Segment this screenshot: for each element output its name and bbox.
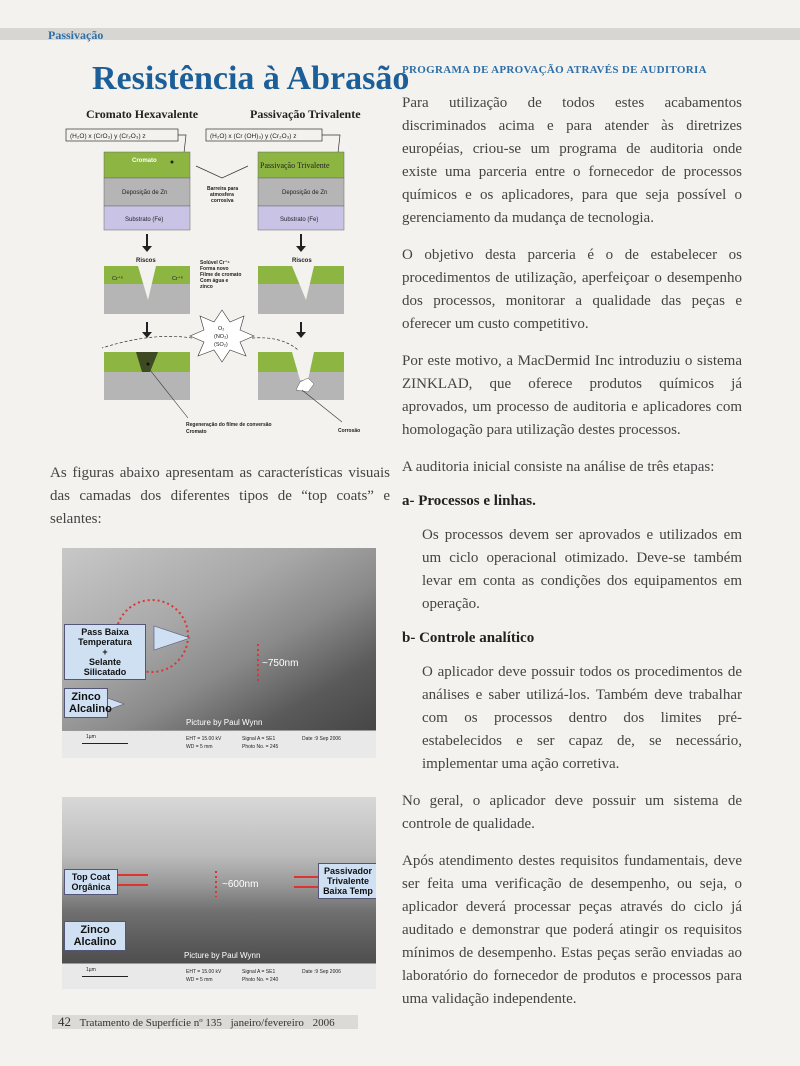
publication-month: janeiro/fevereiro xyxy=(230,1017,304,1029)
photo-no-label: Photo No. = 245 xyxy=(242,744,279,750)
right-formula: (H₂O) x (Cr (OH)₃) y (Cr₂O₃) z xyxy=(210,133,297,140)
callout-line: Temperatura xyxy=(78,637,132,647)
photo1-caption-bar xyxy=(62,730,376,758)
intro-paragraph: As figuras abaixo apresentam as características visuais das camadas dos diferentes tipos de “top coats” e selantes: xyxy=(50,465,390,527)
callout-line: Selante Silicatado xyxy=(83,657,127,677)
arrow-down-icon xyxy=(142,322,152,338)
callout-line: Orgânica xyxy=(71,882,111,892)
paragraph-2: O objetivo desta parceria é o de estabelecer os procedimentos de utilização, aperfeiçoar o desempenho dos processos, monitorar a qualidade das peças e oferecer um custo competitivo. xyxy=(402,247,742,332)
header-bar xyxy=(0,28,800,40)
substrato-left: Substrato (Fe) xyxy=(125,217,164,223)
soluvel-line-5: zinco xyxy=(200,284,213,290)
subheading-b: b- Controle analítico xyxy=(402,630,535,646)
arrow-down-icon xyxy=(296,234,306,252)
barreira-line-1: Barreira para xyxy=(207,186,239,192)
callout-line: Zinco xyxy=(80,924,110,936)
barreira-line-3: corrosiva xyxy=(211,198,234,204)
paragraph-6: Após atendimento destes requisitos fundamentais, deve ser feita uma verificação de desempenho, ou seja, o aplicador deverá processar peças através do ciclo já auditado e demonstrar que poderá atingir os requisitos mínimos de desempenho. Estas peças serão enviadas ao laboratório do fornecedor de produtos e processos para uma validação independente. xyxy=(402,853,742,1007)
paragraph-4: A auditoria inicial consiste na análise de três etapas: xyxy=(402,459,715,475)
photo1-measure: ~750nm xyxy=(262,658,299,669)
photo1-picture-by: Picture by Paul Wynn xyxy=(186,718,263,727)
soluvel-line-2: Forma novo xyxy=(200,266,229,272)
right-column-title: Passivação Trivalente xyxy=(250,107,361,121)
section-label: Passivação xyxy=(48,28,104,42)
soluvel-line-3: Filme de cromato xyxy=(200,272,242,278)
photo2-caption-bar xyxy=(62,963,376,989)
right-column xyxy=(402,64,742,1025)
barreira-line-2: atmosfera xyxy=(210,192,234,198)
photo1-callout-bottom xyxy=(64,688,112,718)
cromato-label: Cromato xyxy=(132,158,157,164)
footer xyxy=(52,1015,358,1029)
publication-year: 2006 xyxy=(312,1017,335,1029)
callout-line: Top Coat xyxy=(71,872,111,882)
signal-label: Signal A = SE1 xyxy=(242,969,276,975)
deposicao-right: Deposição de Zn xyxy=(282,190,328,196)
page-number: 42 xyxy=(58,1014,71,1029)
callout-line: Baixa Temp xyxy=(323,886,373,896)
soluvel-line-4: Com água e xyxy=(200,278,229,284)
photo2-callout-bottom xyxy=(64,921,126,951)
deposicao-left: Deposição de Zn xyxy=(122,190,168,196)
cr-ion-right: Cr⁺⁶ xyxy=(172,276,183,282)
wd-label: WD = 5 mm xyxy=(186,744,213,750)
sem-photo-2 xyxy=(62,797,376,989)
subheading-a: a- Processos e linhas. xyxy=(402,493,536,509)
scale-bar xyxy=(82,976,128,977)
page-title: Resistência à Abrasão xyxy=(92,60,410,97)
atmos-o2: O₂ xyxy=(218,326,225,332)
date-label: Date :9 Sep 2006 xyxy=(302,969,341,975)
callout-line: Pass Baixa xyxy=(81,627,129,637)
chromate-comparison-diagram xyxy=(62,100,380,450)
paragraph-3: Por este motivo, a MacDermid Inc introduziu o sistema ZINKLAD, que oferece produtos químicos já aprovados, um processo de auditoria e aplicadores com homologação para utilização destes processos. xyxy=(402,353,742,438)
right-heading: PROGRAMA DE APROVAÇÃO ATRAVÉS DE AUDITORIA xyxy=(402,64,707,76)
callout-line: Zinco xyxy=(71,691,101,703)
photo2-measure: ~600nm xyxy=(222,879,259,890)
sem-photo-1 xyxy=(62,548,376,758)
scale-bar xyxy=(82,743,128,744)
publication-name: Tratamento de Superfície nº 135 xyxy=(79,1017,222,1029)
eht-label: EHT = 15.00 kV xyxy=(186,969,222,975)
eht-label: EHT = 15.00 kV xyxy=(186,736,222,742)
substrato-right: Substrato (Fe) xyxy=(280,217,319,223)
photo1-callout-top xyxy=(64,624,146,680)
riscos-left: Riscos xyxy=(136,258,156,264)
photo2-callout-left xyxy=(64,869,118,895)
arrow-down-icon xyxy=(142,234,152,252)
date-label: Date :9 Sep 2006 xyxy=(302,736,341,742)
left-column-title: Cromato Hexavalente xyxy=(86,107,199,121)
scale-label: 1µm xyxy=(86,967,96,973)
wd-label: WD = 5 mm xyxy=(186,977,213,983)
photo2-callout-right xyxy=(318,863,376,899)
riscos-right: Riscos xyxy=(292,258,312,264)
photo-no-label: Photo No. = 240 xyxy=(242,977,279,983)
callout-line: Alcalino xyxy=(69,703,112,715)
paragraph-b: O aplicador deve possuir todos os procedimentos de análises e saber utilizá-los. Também deve trabalhar com os processos dentro dos limites pré-estabelecidos e ser capaz de, se necessário, implementar uma ação corretiva. xyxy=(422,664,742,772)
callout-line: Trivalente xyxy=(326,876,370,886)
regeneracao-line-2: Cromato xyxy=(186,429,207,435)
soluvel-line-1: Solúvel Cr⁺⁶ xyxy=(200,260,230,266)
corrosao-label: Corrosão xyxy=(338,428,361,434)
callout-line: Alcalino xyxy=(73,936,117,948)
left-formula: (H₂O) x (CrO₃) y (Cr₂O₃) z xyxy=(70,133,146,140)
callout-line: + xyxy=(102,647,108,657)
scale-label: 1µm xyxy=(86,734,96,740)
regeneracao-line-1: Regeneração do filme de conversão xyxy=(186,422,272,428)
passivacao-label: Passivação Trivalente xyxy=(260,161,330,170)
photo2-picture-by: Picture by Paul Wynn xyxy=(184,951,261,960)
arrow-down-icon xyxy=(296,322,306,338)
signal-label: Signal A = SE1 xyxy=(242,736,276,742)
paragraph-1: Para utilização de todos estes acabamentos discriminados acima e para atender às diretrizes européias, criou-se um programa de auditoria onde existe uma parceria entre o fornecedor de processos químicos e os aplicadores, para que seja possível o gerenciamento da mudança de tecnologia. xyxy=(402,95,742,226)
cr-ion-left: Cr⁺⁶ xyxy=(112,276,123,282)
paragraph-5: No geral, o aplicador deve possuir um sistema de controle de qualidade. xyxy=(402,793,742,832)
atmos-so2: (SO₂) xyxy=(214,342,228,348)
paragraph-a: Os processos devem ser aprovados e utilizados em um ciclo operacional otimizado. Deve-se também levar em conta as condições dos equipamentos em operação. xyxy=(422,527,742,612)
callout-line: Passivador xyxy=(323,866,373,876)
atmos-no2: (NO₂) xyxy=(214,334,229,340)
